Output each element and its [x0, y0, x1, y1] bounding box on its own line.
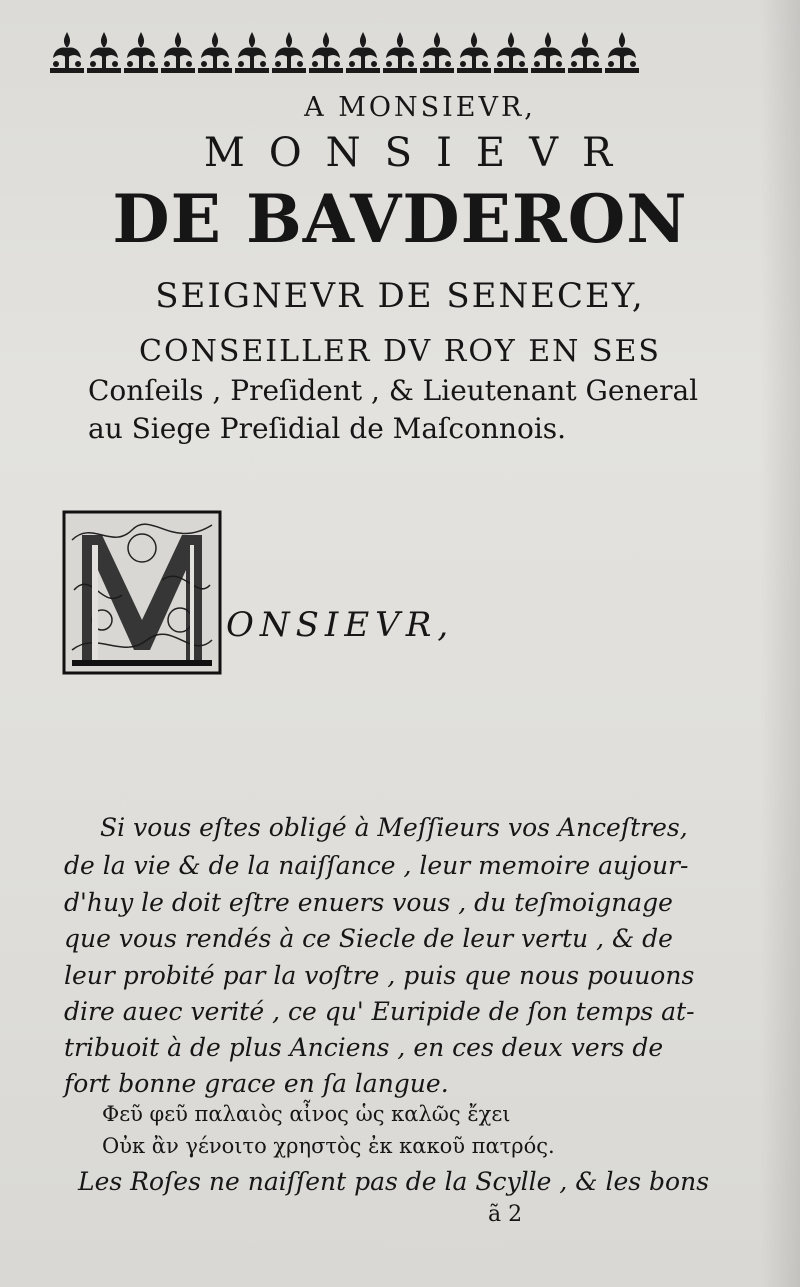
paragraph-line: Si vous eſtes obligé à Meſſieurs vos Anceſtres,: [100, 813, 688, 842]
dedication-to: A MONSIEVR,: [304, 92, 536, 123]
fleuron-border-ornament: [50, 28, 645, 84]
paragraph-line: que vous rendés à ce Siecle de leur vertu , & de: [64, 924, 673, 953]
paragraph-line: tribuoit à de plus Anciens , en ces deux vers de: [64, 1033, 664, 1062]
paragraph-line: dire auec verité , ce qu' Euripide de ſon temps at-: [64, 997, 695, 1026]
title-conseiller: CONSEILLER DV ROY EN SES: [139, 334, 661, 369]
title-seigneur: SEIGNEVR DE SENECEY,: [155, 276, 645, 316]
title-name: DE BAVDERON: [112, 180, 688, 258]
paragraph-line: de la vie & de la naiſſance , leur memoire aujour-: [64, 851, 689, 880]
greek-verse-line: Οὐκ ἂν γένοιτο χρηστὸς ἐκ κακοῦ πατρός.: [102, 1134, 555, 1158]
title-siege: au Siege Preſidial de Maſconnois.: [88, 412, 567, 445]
salutation: ONSIEVR,: [226, 605, 455, 645]
greek-verse-line: Φεῦ φεῦ παλαιὸς αἶνος ὡς καλῶς ἔχει: [102, 1102, 511, 1126]
title-monsieur: MONSIEVR: [203, 130, 637, 176]
ornamental-dropcap: [62, 510, 222, 675]
paragraph-line: fort bonne grace en ſa langue.: [64, 1069, 449, 1098]
signature-mark: ã 2: [488, 1202, 523, 1227]
paragraph-line: leur probité par la voſtre , puis que nous pouuons: [64, 961, 695, 990]
title-conseils: Conſeils , Preſident , & Lieutenant General: [88, 374, 699, 407]
closing-line: Les Roſes ne naiſſent pas de la Scylle , & les bons: [78, 1167, 710, 1196]
paragraph-line: d'huy le doit eſtre enuers vous , du teſmoignage: [64, 888, 673, 917]
